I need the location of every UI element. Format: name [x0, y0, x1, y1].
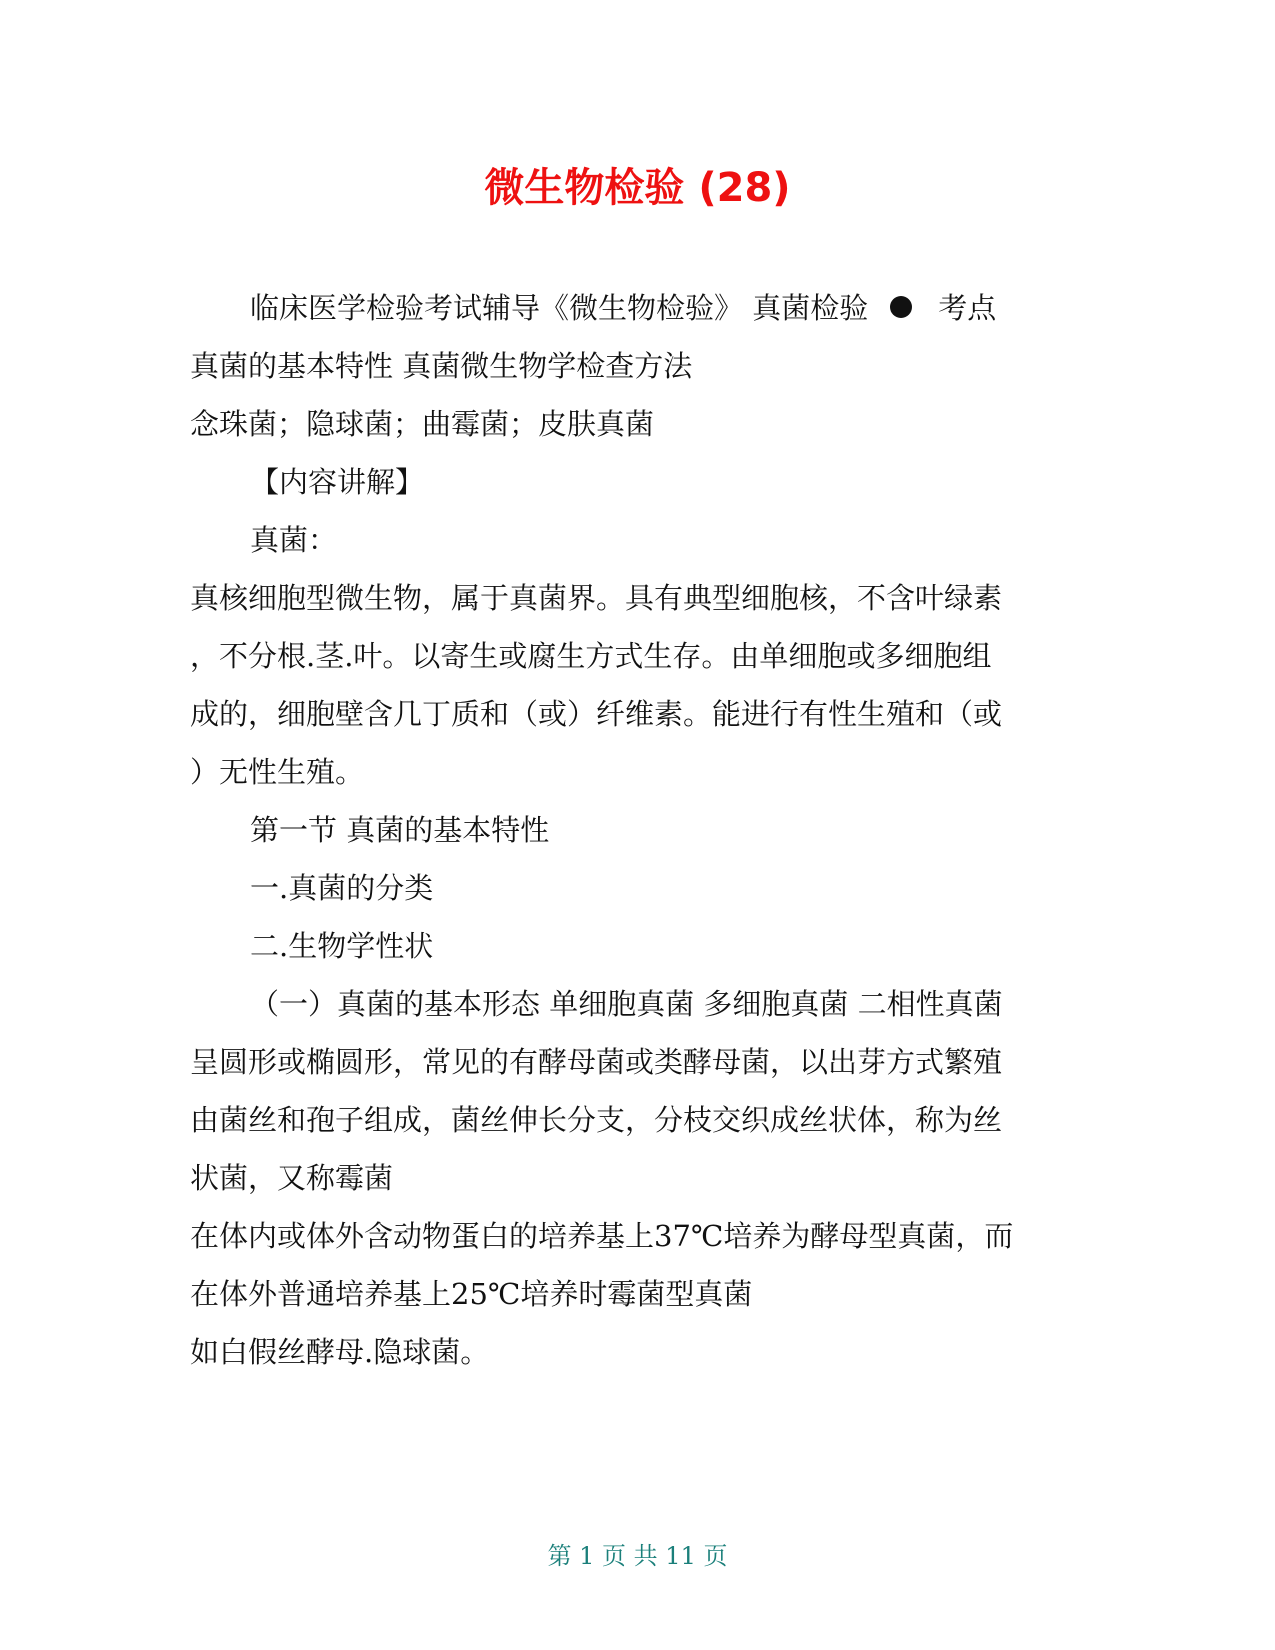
text-line: 真菌：	[250, 523, 338, 557]
text-line: 状菌，又称霉菌	[190, 1161, 394, 1195]
intro-keypoint-label: 考点	[938, 291, 997, 325]
section-label: 【内容讲解】	[250, 465, 425, 499]
text-line: 念珠菌；隐球菌；曲霉菌；皮肤真菌	[190, 407, 655, 441]
subsection-heading: 二.生物学性状	[250, 929, 434, 963]
text-line: 真核细胞型微生物，属于真菌界。具有典型细胞核，不含叶绿素	[190, 581, 1003, 615]
section-heading: 第一节 真菌的基本特性	[250, 813, 550, 847]
document-title: 微生物检验 (28)	[484, 165, 791, 211]
text-line: 在体内或体外含动物蛋白的培养基上37℃培养为酵母型真菌，而	[190, 1219, 1014, 1253]
bullet-icon	[890, 296, 912, 318]
intro-line	[250, 288, 996, 328]
text-line: 由菌丝和孢子组成，菌丝伸长分支，分枝交织成丝状体，称为丝	[190, 1103, 1003, 1137]
subsection-heading: 一.真菌的分类	[250, 871, 434, 905]
text-line: 在体外普通培养基上25℃培养时霉菌型真菌	[190, 1277, 753, 1311]
text-line: （一）真菌的基本形态 单细胞真菌 多细胞真菌 二相性真菌	[250, 987, 1003, 1021]
text-line: 真菌的基本特性 真菌微生物学检查方法	[190, 349, 693, 383]
text-line: 呈圆形或椭圆形，常见的有酵母菌或类酵母菌，以出芽方式繁殖	[190, 1045, 1003, 1079]
page-footer: 第 1 页 共 11 页	[547, 1542, 728, 1570]
text-line: ）无性生殖。	[190, 755, 365, 789]
intro-text: 临床医学检验考试辅导《微生物检验》 真菌检验	[250, 291, 869, 325]
text-line: 成的，细胞壁含几丁质和（或）纤维素。能进行有性生殖和（或	[190, 697, 1003, 731]
text-line: 如白假丝酵母.隐球菌。	[190, 1335, 490, 1369]
text-line: ，不分根.茎.叶。以寄生或腐生方式生存。由单细胞或多细胞组	[190, 639, 992, 673]
